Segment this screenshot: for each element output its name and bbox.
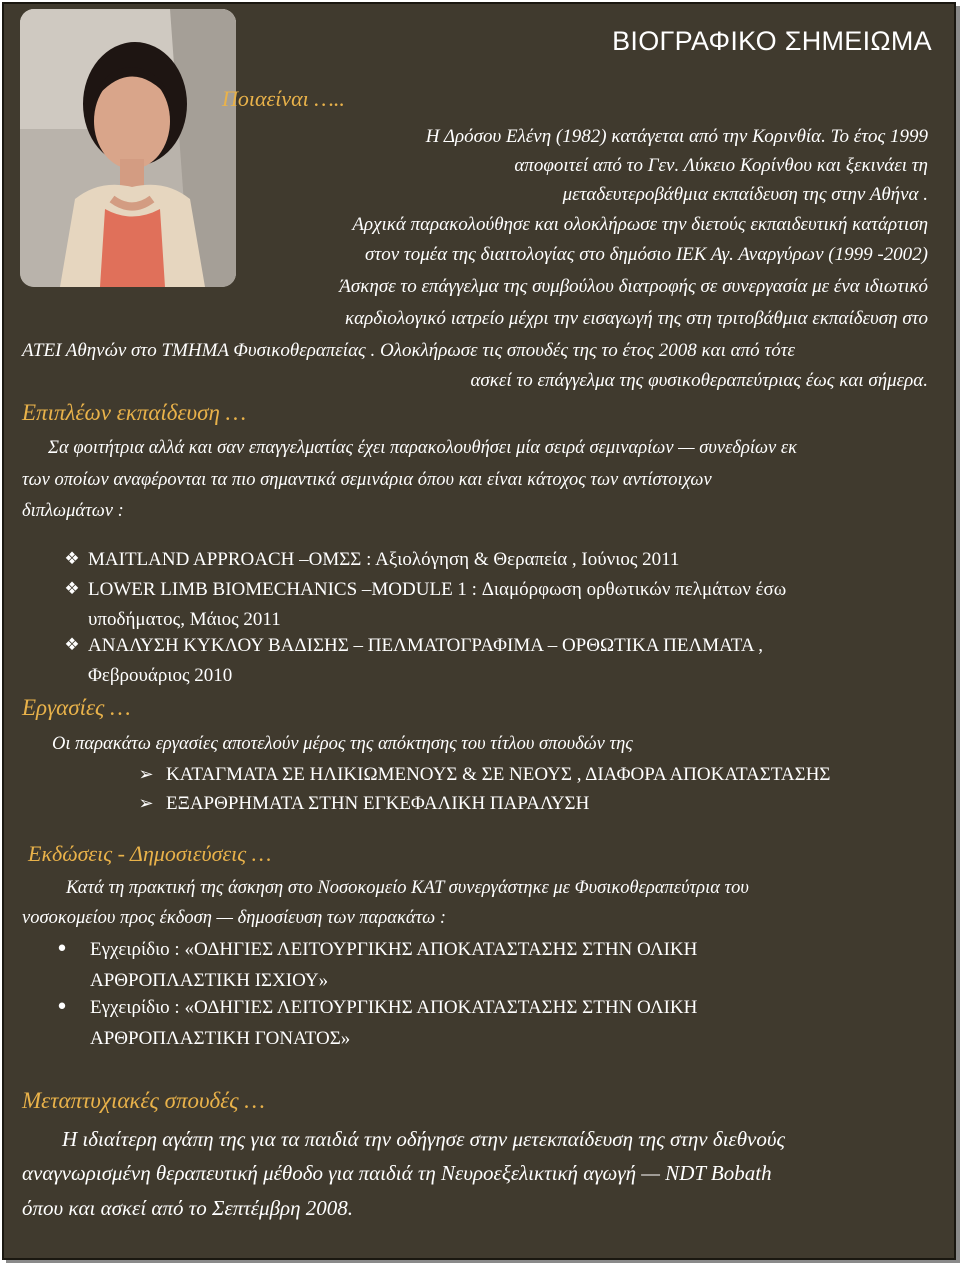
dot-bullet-icon: • — [55, 937, 69, 962]
who-line: Η Δρόσου Ελένη (1982) κατάγεται από την Κορινθία. Το έτος 1999 — [425, 126, 928, 147]
who-line: στον τομέα της διαιτολογίας στο δημόσιο ΙΕΚ Αγ. Αναργύρων (1999 -2002) — [365, 244, 928, 265]
postgrad-line: όπου και ασκεί από το Σεπτέμβρη 2008. — [22, 1196, 354, 1220]
works-intro: Οι παρακάτω εργασίες αποτελούν μέρος της απόκτησης του τίτλου σπουδών της — [52, 734, 633, 754]
who-line: ΑΤΕΙ Αθηνών στο ΤΜΗΜΑ Φυσικοθεραπείας . Ολοκλήρωσε τις σπουδές της το έτος 2008 και από τότε — [22, 340, 795, 361]
who-line: καρδιολογικό ιατρείο μέχρι την εισαγωγή της στη τριτοβάθμια εκπαίδευση στο — [345, 308, 928, 329]
page-title: ΒΙΟΓΡΑΦΙΚΟ ΣΗΜΕΙΩΜΑ — [612, 26, 932, 56]
further-intro: διπλωμάτων : — [22, 501, 124, 521]
arrow-bullet-icon: ➢ — [138, 764, 154, 785]
postgrad-heading: Μεταπτυχιακές σπουδές … — [22, 1088, 265, 1113]
who-heading: Ποιαείναι ….. — [222, 86, 345, 111]
further-intro: Σα φοιτήτρια αλλά και σαν επαγγελματίας έχει παρακολουθήσει μία σειρά σεμιναρίων — συνεδρίων εκ — [48, 438, 798, 458]
diamond-bullet-icon: ❖ — [64, 549, 80, 569]
who-line: μεταδευτεροβάθμια εκπαίδευση της στην Αθήνα . — [562, 184, 928, 205]
list-item: • Εγχειρίδιο : «ΟΔΗΓΙΕΣ ΛΕΙΤΟΥΡΓΙΚΗΣ ΑΠΟΚΑΤΑΣΤΑΣΗΣ ΣΤΗΝ ΟΛΙΚΗ ΑΡΘΡΟΠΛΑΣΤΙΚΗ ΓΟΝΑΤΟΣ» — [50, 997, 930, 1057]
publications-intro: νοσοκομείου προς έκδοση — δημοσίευση των παρακάτω : — [22, 908, 447, 928]
profile-photo — [20, 9, 236, 287]
arrow-bullet-icon: ➢ — [138, 793, 154, 814]
further-heading: Επιπλέων εκπαίδευση … — [22, 400, 247, 425]
list-item: ❖ ΑΝΑΛΥΣΗ ΚΥΚΛΟΥ ΒΑΔΙΣΗΣ – ΠΕΛΜΑΤΟΓΡΑΦΙΜΑ – ΟΡΘΩΤΙΚΑ ΠΕΛΜΑΤΑ , Φεβρουάριος 2010 — [60, 635, 940, 695]
list-item: ➢ ΚΑΤΑΓΜΑΤΑ ΣΕ ΗΛΙΚΙΩΜΕΝΟΥΣ & ΣΕ ΝΕΟΥΣ , ΔΙΑΦΟΡΑ ΑΠΟΚΑΤΑΣΤΑΣΗΣ — [134, 764, 934, 794]
list-item: ➢ ΕΞΑΡΘΡΗΜΑΤΑ ΣΤΗΝ ΕΓΚΕΦΑΛΙΚΗ ΠΑΡΑΛΥΣΗ — [134, 793, 934, 823]
list-item: • Εγχειρίδιο : «ΟΔΗΓΙΕΣ ΛΕΙΤΟΥΡΓΙΚΗΣ ΑΠΟΚΑΤΑΣΤΑΣΗΣ ΣΤΗΝ ΟΛΙΚΗ ΑΡΘΡΟΠΛΑΣΤΙΚΗ ΙΣΧΙΟΥ» — [50, 939, 930, 999]
postgrad-line: Η ιδιαίτερη αγάπη της για τα παιδιά την οδήγησε στην μετεκπαίδευση της στην διεθνούς — [62, 1127, 785, 1151]
diamond-bullet-icon: ❖ — [64, 579, 80, 599]
who-line: Αρχικά παρακολούθησε και ολοκλήρωσε την διετούς εκπαιδευτική κατάρτιση — [352, 214, 928, 235]
works-heading: Εργασίες … — [22, 695, 131, 720]
dot-bullet-icon: • — [55, 995, 69, 1020]
cv-page — [2, 2, 956, 1260]
further-intro: των οποίων αναφέρονται τα πιο σημαντικά σεμινάρια όπου και είναι κάτοχος των αντίστοιχων — [22, 470, 712, 490]
list-item: ❖ LOWER LIMB BIOMECHANICS –MODULE 1 : Διαμόρφωση ορθωτικών πελμάτων έσω υποδήματος, Μάιος 2011 — [60, 579, 940, 639]
diamond-bullet-icon: ❖ — [64, 635, 80, 655]
publications-heading: Εκδώσεις - Δημοσιεύσεις … — [28, 841, 272, 866]
who-line: αποφοιτεί από το Γεν. Λύκειο Κορίνθου και ξεκινάει τη — [514, 155, 928, 176]
postgrad-line: αναγνωρισμένη θεραπευτική μέθοδο για παιδιά τη Νευροεξελικτική αγωγή — NDT Bobath — [22, 1161, 772, 1185]
who-line: ασκεί το επάγγελμα της φυσικοθεραπεύτριας έως και σήμερα. — [470, 370, 928, 391]
list-item: ❖ MAITLAND APPROACH –ΟΜΣΣ : Αξιολόγηση & Θεραπεία , Ιούνιος 2011 — [60, 549, 940, 579]
who-line: Άσκησε το επάγγελμα της συμβούλου διατροφής σε συνεργασία με ένα ιδιωτικό — [339, 276, 928, 297]
publications-intro: Κατά τη πρακτική της άσκηση στο Νοσοκομείο ΚΑΤ συνεργάστηκε με Φυσικοθεραπεύτρια του — [66, 878, 749, 898]
